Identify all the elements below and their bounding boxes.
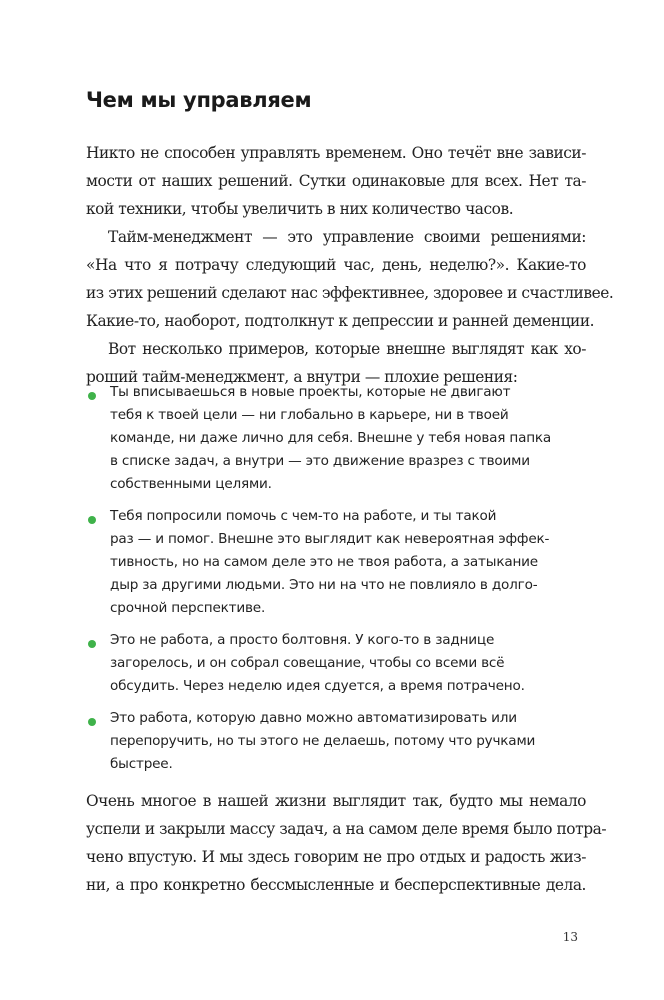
bullet-dot-icon (88, 392, 96, 400)
list-item-line: быстрее. (110, 756, 173, 772)
list-item-line: Ты вписываешься в новые проекты, которые не двигают (110, 384, 511, 400)
paragraph-line: «На что я потрачу следующий час, день, неделю?». Какие-то (86, 256, 586, 274)
paragraph-line: кой техники, чтобы увеличить в них количество часов. (86, 200, 514, 218)
paragraph-line: из этих решений сделают нас эффективнее, здоровее и счастливее. (86, 284, 614, 302)
list-item-line: обсудить. Через неделю идея сдуется, а время потрачено. (110, 678, 525, 694)
paragraph-line: мости от наших решений. Сутки одинаковые для всех. Нет та- (86, 172, 586, 190)
list-item-line: собственными целями. (110, 476, 272, 492)
bullet-dot-icon (88, 718, 96, 726)
list-item-line: Это работа, которую давно можно автоматизировать или (110, 710, 517, 726)
paragraph-line: Тайм-менеджмент — это управление своими решениями: (108, 228, 586, 246)
paragraph-line: успели и закрыли массу задач, а на самом деле время было потра- (86, 820, 607, 838)
list-item-line: Это не работа, а просто болтовня. У кого-то в заднице (110, 632, 495, 648)
list-item-line: срочной перспективе. (110, 600, 266, 616)
bullet-dot-icon (88, 640, 96, 648)
section-heading: Чем мы управляем (86, 88, 312, 112)
bullet-dot-icon (88, 516, 96, 524)
page-number: 13 (562, 930, 578, 944)
paragraph-line: Никто не способен управлять временем. Оно течёт вне зависи- (86, 144, 586, 162)
list-item-line: в списке задач, а внутри — это движение вразрез с твоими (110, 453, 530, 469)
list-item-line: раз — и помог. Внешне это выглядит как невероятная эффек- (110, 531, 550, 547)
paragraph-line: ни, а про конкретно бессмысленные и бесперспективные дела. (86, 876, 586, 894)
list-item-line: команде, ни даже лично для себя. Внешне у тебя новая папка (110, 430, 552, 446)
list-item-line: дыр за другими людьми. Это ни на что не повлияло в долго- (110, 577, 538, 593)
list-item-line: тивность, но на самом деле это не твоя работа, а затыкание (110, 554, 538, 570)
paragraph-line: чено впустую. И мы здесь говорим не про отдых и радость жиз- (86, 848, 586, 866)
paragraph-line: роший тайм-менеджмент, а внутри — плохие решения: (86, 368, 518, 386)
paragraph-line: Очень многое в нашей жизни выглядит так, будто мы немало (86, 792, 586, 810)
list-item-line: загорелось, и он собрал совещание, чтобы со всеми всё (110, 655, 505, 671)
list-item-line: Тебя попросили помочь с чем-то на работе, и ты такой (110, 508, 497, 524)
paragraph-line: Вот несколько примеров, которые внешне выглядят как хо- (108, 340, 586, 358)
paragraph-line: Какие-то, наоборот, подтолкнут к депрессии и ранней деменции. (86, 312, 595, 330)
list-item-line: тебя к твоей цели — ни глобально в карьере, ни в твоей (110, 407, 509, 423)
list-item-line: перепоручить, но ты этого не делаешь, потому что ручками (110, 733, 536, 749)
